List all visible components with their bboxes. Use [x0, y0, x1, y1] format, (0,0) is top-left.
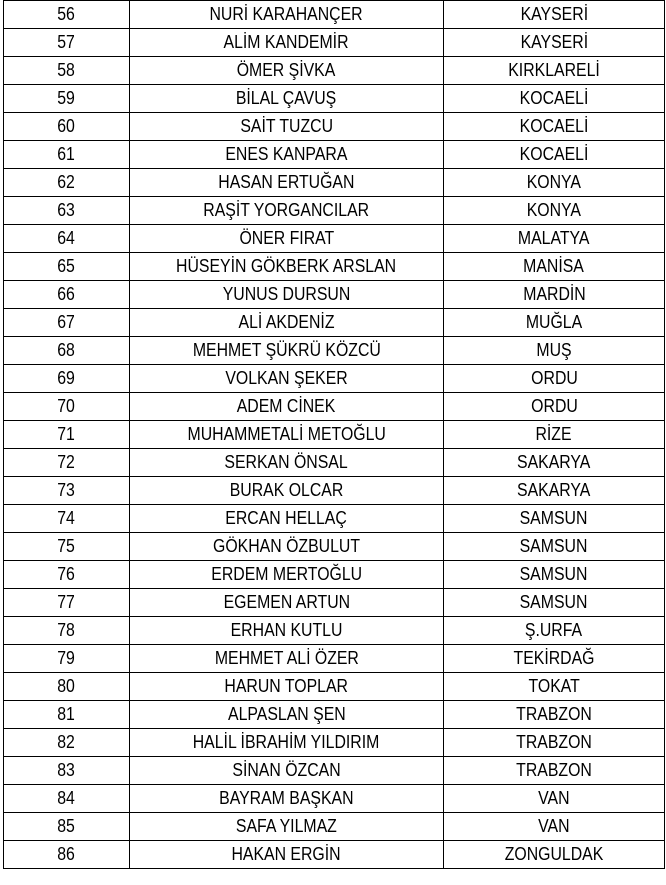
name-cell-text: BİLAL ÇAVUŞ: [236, 88, 337, 108]
table-row: [4, 309, 665, 337]
name-cell: [130, 841, 444, 869]
row-number-cell-text: 62: [57, 172, 76, 192]
city-cell: [444, 309, 665, 337]
row-number-cell: [4, 701, 130, 729]
row-number-cell: [4, 365, 130, 393]
city-cell: [444, 505, 665, 533]
table-row: [4, 617, 665, 645]
city-cell: [444, 365, 665, 393]
city-cell-text: ORDU: [530, 396, 578, 416]
name-cell: [130, 57, 444, 85]
name-cell: [130, 617, 444, 645]
name-cell: [130, 813, 444, 841]
city-cell-text: KAYSERİ: [520, 32, 588, 52]
row-number-cell-text: 64: [57, 228, 76, 248]
row-number-cell: [4, 113, 130, 141]
row-number-cell-text: 70: [57, 396, 76, 416]
table-row: [4, 253, 665, 281]
name-cell: [130, 729, 444, 757]
city-cell-text: TRABZON: [516, 704, 592, 724]
name-cell: [130, 393, 444, 421]
row-number-cell: [4, 253, 130, 281]
name-cell-text: SERKAN ÖNSAL: [224, 452, 349, 472]
table-row: [4, 589, 665, 617]
name-cell-text: YUNUS DURSUN: [222, 284, 351, 304]
city-cell: [444, 85, 665, 113]
table-row: [4, 673, 665, 701]
row-number-cell: [4, 1, 130, 29]
row-number-cell: [4, 533, 130, 561]
city-cell: [444, 533, 665, 561]
name-cell: [130, 197, 444, 225]
row-number-cell-text: 68: [57, 340, 76, 360]
name-cell: [130, 365, 444, 393]
row-number-cell: [4, 645, 130, 673]
city-cell-text: KOCAELİ: [519, 116, 589, 136]
table-row: [4, 113, 665, 141]
row-number-cell-text: 84: [57, 788, 76, 808]
table-row: [4, 421, 665, 449]
table-row: [4, 785, 665, 813]
row-number-cell-text: 63: [57, 200, 76, 220]
name-cell-text: ALİ AKDENİZ: [238, 312, 335, 332]
city-cell: [444, 281, 665, 309]
name-cell: [130, 589, 444, 617]
name-cell-text: ÖNER FIRAT: [239, 228, 334, 248]
name-cell-text: ADEM CİNEK: [237, 396, 336, 416]
name-cell: [130, 29, 444, 57]
row-number-cell-text: 83: [57, 760, 76, 780]
name-cell: [130, 309, 444, 337]
name-cell-text: HASAN ERTUĞAN: [218, 172, 355, 192]
table-row: [4, 225, 665, 253]
name-cell-text: ÖMER ŞİVKA: [237, 60, 336, 80]
row-number-cell-text: 81: [57, 704, 76, 724]
table-row: [4, 449, 665, 477]
row-number-cell: [4, 477, 130, 505]
row-number-cell-text: 65: [57, 256, 76, 276]
table-row: [4, 365, 665, 393]
city-cell-text: MUŞ: [536, 340, 572, 360]
city-cell: [444, 169, 665, 197]
city-cell: [444, 197, 665, 225]
row-number-cell: [4, 449, 130, 477]
name-cell: [130, 253, 444, 281]
row-number-cell-text: 59: [57, 88, 76, 108]
city-cell: [444, 729, 665, 757]
city-cell-text: MALATYA: [518, 228, 590, 248]
row-number-cell-text: 85: [57, 816, 76, 836]
city-cell: [444, 701, 665, 729]
row-number-cell: [4, 785, 130, 813]
row-number-cell: [4, 281, 130, 309]
city-cell: [444, 57, 665, 85]
table-row: [4, 757, 665, 785]
city-cell-text: KIRKLARELİ: [508, 60, 600, 80]
city-cell-text: MANİSA: [523, 256, 585, 276]
name-cell-text: MEHMET ALİ ÖZER: [214, 648, 359, 668]
city-cell-text: SAKARYA: [517, 480, 591, 500]
name-cell: [130, 281, 444, 309]
city-cell-text: VAN: [538, 788, 570, 808]
row-number-cell: [4, 197, 130, 225]
row-number-cell-text: 73: [57, 480, 76, 500]
name-cell-text: ENES KANPARA: [225, 144, 348, 164]
table-row: [4, 85, 665, 113]
name-cell-text: MEHMET ŞÜKRÜ KÖZCÜ: [192, 340, 381, 360]
row-number-cell: [4, 29, 130, 57]
row-number-cell-text: 67: [57, 312, 76, 332]
city-cell-text: TOKAT: [528, 676, 580, 696]
name-cell: [130, 561, 444, 589]
row-number-cell-text: 60: [57, 116, 76, 136]
city-cell: [444, 1, 665, 29]
city-cell-text: KONYA: [526, 172, 582, 192]
table-row: [4, 813, 665, 841]
row-number-cell: [4, 57, 130, 85]
row-number-cell: [4, 589, 130, 617]
name-cell: [130, 533, 444, 561]
city-cell-text: SAKARYA: [517, 452, 591, 472]
name-cell-text: BURAK OLCAR: [229, 480, 344, 500]
city-cell-text: KOCAELİ: [519, 88, 589, 108]
name-cell-text: SAFA YILMAZ: [236, 816, 337, 836]
row-number-cell: [4, 169, 130, 197]
row-number-cell: [4, 561, 130, 589]
table-row: [4, 281, 665, 309]
name-cell: [130, 645, 444, 673]
table-row: [4, 393, 665, 421]
city-cell: [444, 617, 665, 645]
city-cell: [444, 113, 665, 141]
name-cell-text: ERCAN HELLAÇ: [225, 508, 348, 528]
table-row: [4, 505, 665, 533]
city-cell-text: KAYSERİ: [520, 4, 588, 24]
city-cell-text: KONYA: [526, 200, 582, 220]
name-cell: [130, 477, 444, 505]
name-cell-text: ALİM KANDEMİR: [224, 32, 349, 52]
city-cell-text: TRABZON: [516, 732, 592, 752]
city-cell: [444, 337, 665, 365]
row-number-cell-text: 76: [57, 564, 76, 584]
city-cell: [444, 589, 665, 617]
row-number-cell-text: 79: [57, 648, 76, 668]
city-cell: [444, 477, 665, 505]
row-number-cell-text: 61: [57, 144, 76, 164]
row-number-cell: [4, 729, 130, 757]
name-cell-text: VOLKAN ŞEKER: [225, 368, 348, 388]
name-cell-text: EGEMEN ARTUN: [223, 592, 350, 612]
name-cell: [130, 757, 444, 785]
name-cell-text: HAKAN ERGİN: [231, 844, 342, 864]
city-cell: [444, 673, 665, 701]
city-cell-text: ZONGULDAK: [504, 844, 604, 864]
name-cell: [130, 169, 444, 197]
city-cell-text: SAMSUN: [520, 564, 588, 584]
row-number-cell: [4, 841, 130, 869]
row-number-cell-text: 82: [57, 732, 76, 752]
city-cell: [444, 141, 665, 169]
name-cell: [130, 701, 444, 729]
row-number-cell: [4, 225, 130, 253]
row-number-cell-text: 72: [57, 452, 76, 472]
city-cell-text: SAMSUN: [520, 592, 588, 612]
table-row: [4, 561, 665, 589]
name-cell: [130, 1, 444, 29]
table-row: [4, 29, 665, 57]
city-cell-text: RİZE: [535, 424, 573, 444]
city-cell: [444, 561, 665, 589]
row-number-cell: [4, 673, 130, 701]
row-number-cell-text: 66: [57, 284, 76, 304]
row-number-cell-text: 77: [57, 592, 76, 612]
name-cell-text: HARUN TOPLAR: [224, 676, 349, 696]
table-body: [4, 1, 665, 869]
name-cell-text: MUHAMMETALİ METOĞLU: [187, 424, 386, 444]
table-row: [4, 57, 665, 85]
row-number-cell-text: 86: [57, 844, 76, 864]
city-cell-text: MARDİN: [522, 284, 586, 304]
name-cell: [130, 85, 444, 113]
city-cell-text: Ş.URFA: [525, 620, 583, 640]
table-row: [4, 197, 665, 225]
city-cell: [444, 393, 665, 421]
name-cell-text: NURİ KARAHANÇER: [209, 4, 364, 24]
name-cell: [130, 421, 444, 449]
name-cell-text: HALİL İBRAHİM YILDIRIM: [193, 732, 380, 752]
name-cell: [130, 113, 444, 141]
city-cell: [444, 421, 665, 449]
row-number-cell-text: 69: [57, 368, 76, 388]
city-cell: [444, 785, 665, 813]
name-cell: [130, 225, 444, 253]
table-row: [4, 1, 665, 29]
name-cell: [130, 141, 444, 169]
row-number-cell: [4, 85, 130, 113]
row-number-cell: [4, 813, 130, 841]
row-number-cell-text: 75: [57, 536, 76, 556]
city-cell-text: TEKİRDAĞ: [513, 648, 595, 668]
name-cell-text: BAYRAM BAŞKAN: [219, 788, 354, 808]
city-cell-text: SAMSUN: [520, 508, 588, 528]
table-row: [4, 841, 665, 869]
table-row: [4, 477, 665, 505]
city-cell-text: KOCAELİ: [519, 144, 589, 164]
name-cell: [130, 449, 444, 477]
table-row: [4, 701, 665, 729]
name-cell-text: SİNAN ÖZCAN: [232, 760, 341, 780]
city-cell-text: MUĞLA: [525, 312, 583, 332]
row-number-cell: [4, 505, 130, 533]
table-row: [4, 337, 665, 365]
row-number-cell: [4, 393, 130, 421]
table-row: [4, 533, 665, 561]
row-number-cell-text: 78: [57, 620, 76, 640]
row-number-cell: [4, 309, 130, 337]
name-cell: [130, 337, 444, 365]
city-cell-text: VAN: [538, 816, 570, 836]
row-number-cell: [4, 141, 130, 169]
name-cell-text: GÖKHAN ÖZBULUT: [213, 536, 360, 556]
city-cell: [444, 841, 665, 869]
row-number-cell: [4, 757, 130, 785]
name-cell-text: ALPASLAN ŞEN: [227, 704, 346, 724]
city-cell-text: TRABZON: [516, 760, 592, 780]
name-cell-text: ERDEM MERTOĞLU: [211, 564, 362, 584]
row-number-cell: [4, 421, 130, 449]
row-number-cell-text: 58: [57, 60, 76, 80]
city-cell-text: ORDU: [530, 368, 578, 388]
name-cell: [130, 505, 444, 533]
name-cell-text: HÜSEYİN GÖKBERK ARSLAN: [176, 256, 397, 276]
name-cell: [130, 673, 444, 701]
city-cell: [444, 757, 665, 785]
names-table: [3, 0, 665, 869]
table-row: [4, 645, 665, 673]
row-number-cell: [4, 337, 130, 365]
name-cell-text: SAİT TUZCU: [240, 116, 333, 136]
name-cell-text: ERHAN KUTLU: [230, 620, 343, 640]
name-cell-text: RAŞİT YORGANCILAR: [203, 200, 370, 220]
row-number-cell-text: 56: [57, 4, 76, 24]
row-number-cell: [4, 617, 130, 645]
row-number-cell-text: 57: [57, 32, 76, 52]
city-cell: [444, 449, 665, 477]
row-number-cell-text: 80: [57, 676, 76, 696]
table-row: [4, 141, 665, 169]
name-cell: [130, 785, 444, 813]
city-cell: [444, 29, 665, 57]
city-cell: [444, 813, 665, 841]
city-cell: [444, 225, 665, 253]
row-number-cell-text: 74: [57, 508, 76, 528]
city-cell-text: SAMSUN: [520, 536, 588, 556]
city-cell: [444, 253, 665, 281]
table-row: [4, 169, 665, 197]
row-number-cell-text: 71: [57, 424, 76, 444]
city-cell: [444, 645, 665, 673]
table-row: [4, 729, 665, 757]
